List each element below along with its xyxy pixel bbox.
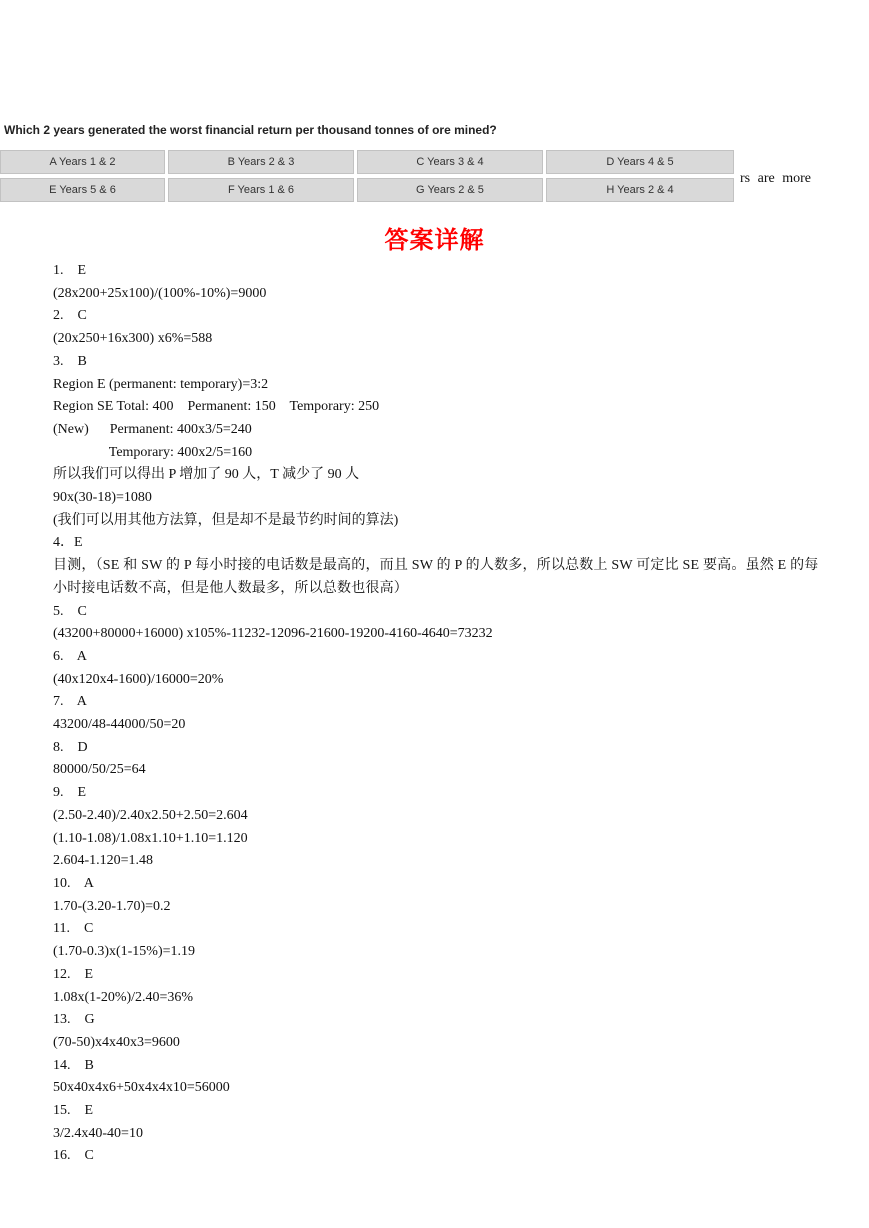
answer-line: 10. A — [53, 875, 94, 891]
answer-line: 3/2.4x40-40=10 — [53, 1125, 143, 1141]
question-text: Which 2 years generated the worst financial return per thousand tonnes of ore mined? — [4, 123, 497, 137]
answer-line: 6. A — [53, 648, 87, 664]
answer-line: (43200+80000+16000) x105%-11232-12096-21600-19200-4160-4640=73232 — [53, 626, 493, 642]
answer-line: 8. D — [53, 739, 88, 755]
answer-line: 3. B — [53, 353, 87, 369]
answer-line: 50x40x4x6+50x4x4x10=56000 — [53, 1080, 230, 1096]
answer-line: 1.70-(3.20-1.70)=0.2 — [53, 898, 171, 914]
answer-line: (New) Permanent: 400x3/5=240 — [53, 421, 252, 437]
answer-line: 5. C — [53, 603, 87, 619]
option-g-button[interactable]: G Years 2 & 5 — [357, 178, 543, 202]
answer-line: (40x120x4-1600)/16000=20% — [53, 671, 224, 687]
answer-line: Region E (permanent: temporary)=3:2 — [53, 376, 269, 392]
answer-options — [0, 150, 735, 206]
answer-line: 1. E — [53, 263, 87, 278]
answer-line: 14. B — [53, 1057, 94, 1073]
answer-line: (1.10-1.08)/1.08x1.10+1.10=1.120 — [53, 830, 248, 846]
answer-line: (1.70-0.3)x(1-15%)=1.19 — [53, 944, 196, 960]
answer-line: (我们可以用其他方法算，但是却不是最节约时间的算法) — [53, 512, 399, 528]
option-c-button[interactable]: C Years 3 & 4 — [357, 150, 543, 174]
overflow-text-fragment: rs are more — [740, 171, 811, 186]
answer-line: 目测，（SE 和 SW 的 P 每小时接的电话数是最高的，而且 SW 的 P 的人数多，所以总数上 SW 可定比 SE 要高。虽然 E 的每小时接电话数不高，但是他人数最多，所以总数也很高） — [53, 558, 819, 596]
answer-line: 16. C — [53, 1148, 94, 1164]
answer-line: (70-50)x4x40x3=9600 — [53, 1034, 180, 1050]
answer-line: 所以我们可以得出 P 增加了 90 人，T 减少了 90 人 — [53, 467, 360, 483]
answer-line: 1.08x(1-20%)/2.40=36% — [53, 989, 194, 1005]
answer-line: 2. C — [53, 308, 87, 324]
answer-line: Temporary: 400x2/5=160 — [53, 444, 253, 460]
answer-line: 90x(30-18)=1080 — [53, 490, 152, 506]
option-f-button[interactable]: F Years 1 & 6 — [168, 178, 354, 202]
answer-line: 43200/48-44000/50=20 — [53, 717, 186, 733]
option-a-button[interactable]: A Years 1 & 2 — [0, 150, 165, 174]
answer-line: 2.604-1.120=1.48 — [53, 853, 154, 869]
answer-line: 9. E — [53, 785, 87, 801]
answer-line: 13. G — [53, 1012, 95, 1028]
answer-explanations — [53, 260, 823, 1168]
answer-line: (20x250+16x300) x6%=588 — [53, 331, 213, 347]
answer-line: 15. E — [53, 1103, 94, 1119]
option-d-button[interactable]: D Years 4 & 5 — [546, 150, 734, 174]
answer-line: 80000/50/25=64 — [53, 762, 146, 778]
answer-line: Region SE Total: 400 Permanent: 150 Temporary: 250 — [53, 399, 380, 415]
answer-line: 11. C — [53, 921, 94, 937]
answers-heading: 答案详解 — [384, 226, 485, 254]
options-row-1 — [0, 150, 735, 176]
answer-line: 12. E — [53, 966, 94, 982]
answer-line: (28x200+25x100)/(100%-10%)=9000 — [53, 285, 267, 301]
option-b-button[interactable]: B Years 2 & 3 — [168, 150, 354, 174]
answer-line: 4．E — [53, 535, 83, 551]
answer-line: (2.50-2.40)/2.40x2.50+2.50=2.604 — [53, 807, 248, 823]
answer-line: 7. A — [53, 694, 87, 710]
options-row-2 — [0, 178, 735, 204]
option-h-button[interactable]: H Years 2 & 4 — [546, 178, 734, 202]
option-e-button[interactable]: E Years 5 & 6 — [0, 178, 165, 202]
